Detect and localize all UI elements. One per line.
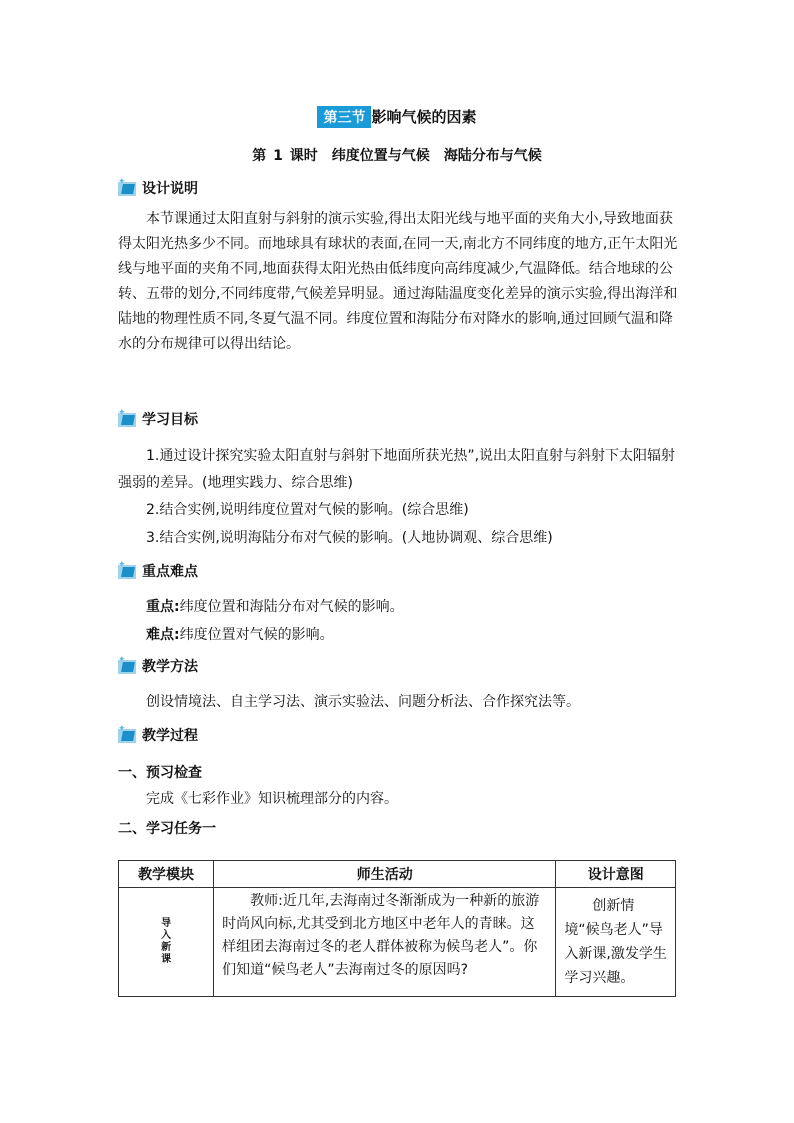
lesson-table [118,860,676,997]
book-icon: ✦ [118,179,140,197]
book-icon: ✦ [118,562,140,580]
table-row [119,888,676,997]
key-point [146,597,404,617]
step1-text: 完成《七彩作业》知识梳理部分的内容。 [146,791,398,807]
module-text: 导入新课 [161,918,172,965]
section-heading: 学习目标 [142,412,198,428]
module-cell [119,888,214,997]
section-key-points [118,560,198,582]
objective-2: 2.结合实例,说明纬度位置对气候的影响。(综合思维) [146,502,469,518]
section-design-note [118,177,198,199]
activity-cell: 教师:近几年,去海南过冬渐渐成为一种新的旅游时尚风向标,尤其受到北方地区中老年人的青睐。这样组团去海南过冬的老人群体被称为候鸟老人”。你们知道“候鸟老人”去海南过冬的原因吗? [214,888,556,997]
section-heading: 教学过程 [142,728,198,744]
table-header: 设计意图 [556,861,676,888]
section-process [118,724,198,746]
methods-text: 创设情境法、自主学习法、演示实验法、问题分析法、合作探究法等。 [146,694,580,710]
section-badge: 第三节 [317,106,371,128]
step2-title: 二、学习任务一 [118,821,216,837]
difficult-point-text: 纬度位置对气候的影响。 [179,627,334,643]
book-icon: ✦ [118,410,140,428]
book-icon: ✦ [118,657,140,675]
intent-cell: 创新情境“候鸟老人”导入新课,激发学生学习兴趣。 [556,888,676,997]
section-heading: 设计说明 [142,181,198,197]
section-heading: 重点难点 [142,564,198,580]
key-point-text: 纬度位置和海陆分布对气候的影响。 [179,599,404,615]
section-heading: 教学方法 [142,659,198,675]
key-point-label: 重点: [146,599,180,615]
table-header: 教学模块 [119,861,214,888]
page-title [0,106,794,128]
difficult-point [146,625,334,645]
objective-3: 3.结合实例,说明海陆分布对气候的影响。(人地协调观、综合思维) [146,530,553,546]
section-methods [118,655,198,677]
objective-1: 1.通过设计探究实验太阳直射与斜射下地面所获光热”,说出太阳直射与斜射下太阳辐射强弱的差异。(地理实践力、综合思维) [118,448,676,491]
lesson-subtitle: 第 1 课时 纬度位置与气候 海陆分布与气候 [252,148,542,164]
table-header: 师生活动 [214,861,556,888]
title-text: 影响气候的因素 [371,108,477,126]
step1-title: 一、预习检查 [118,765,202,781]
section-objectives [118,408,198,430]
difficult-point-label: 难点: [146,627,180,643]
table-header-row [119,861,676,888]
design-note-body: 本节课通过太阳直射与斜射的演示实验,得出太阳光线与地平面的夹角大小,导致地面获得太阳光热多少不同。而地球具有球状的表面,在同一天,南北方不同纬度的地方,正午太阳光线与地平面的夹角不同,地面获得太阳光热由低纬度向高纬度减少,气温降低。结合地球的公转、五带的划分,不同纬度带,气候差异明显。通过海陆温度变化差异的演示实验,得出海洋和陆地的物理性质不同,冬夏气温不同。纬度位置和海陆分布对降水的影响,通过回顾气温和降水的分布规律可以得出结论。 [118,211,678,352]
book-icon: ✦ [118,726,140,744]
